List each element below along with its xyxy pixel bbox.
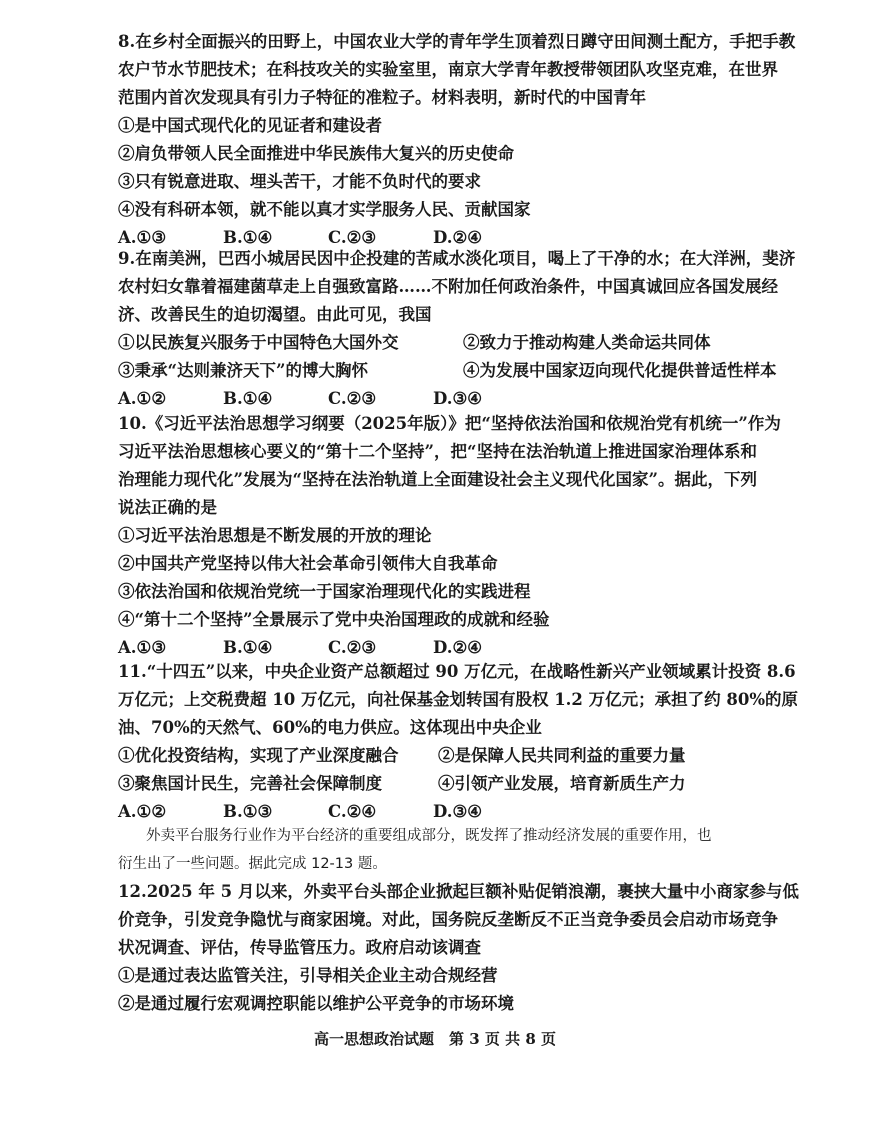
q9-option-a: A.①② [118,389,167,408]
q10-stem-line: 10.《习近平法治思想学习纲要（2025年版）》把“坚持依法治国和依规治党有机统一”作为 [118,414,781,433]
q8-statement-3: ③只有锐意进取、埋头苦干，才能不负时代的要求 [118,172,481,191]
q9-statement-3: ③秉承“达则兼济天下”的博大胸怀 [118,361,368,380]
q12-stem-line: 状况调查、评估，传导监管压力。政府启动该调查 [118,938,481,957]
q9-stem-line: 9.在南美洲，巴西小城居民因中企投建的苦咸水淡化项目，喝上了干净的水；在大洋洲，斐济 [118,249,796,268]
question-8 [118,28,828,252]
page-footer: 高一思想政治试题 第 3 页 共 8 页 [314,1030,556,1048]
q9-statement-row [118,329,828,357]
q9-option-d: D.③④ [433,389,483,408]
q9-options [118,385,828,413]
material-line: 衍生出了一些问题。据此完成 12-13 题。 [118,856,387,872]
q10-statement-2: ②中国共产党坚持以伟大社会革命引领伟大自我革命 [118,554,498,573]
question-11 [118,658,828,826]
q11-option-b: B.①③ [223,802,273,821]
q12-statement-2: ②是通过履行宏观调控职能以维护公平竞争的市场环境 [118,994,514,1013]
q8-option-c: C.②③ [328,228,377,247]
q11-option-d: D.③④ [433,802,483,821]
q10-stem-line: 治理能力现代化”发展为“坚持在法治轨道上全面建设社会主义现代化国家”。据此，下列 [118,470,757,489]
shared-material [118,822,828,878]
q11-option-a: A.①② [118,802,167,821]
q11-stem-line: 11.“十四五”以来，中央企业资产总额超过 90 万亿元，在战略性新兴产业领域累计投资 8.6 [118,662,796,681]
q8-option-b: B.①④ [223,228,273,247]
q10-stem-line: 说法正确的是 [118,498,217,517]
q9-option-b: B.①④ [223,389,273,408]
q10-option-c: C.②③ [328,638,377,657]
q8-option-a: A.①③ [118,228,167,247]
q11-statement-1: ①优化投资结构，实现了产业深度融合 [118,746,399,765]
q12-stem-line: 12.2025 年 5 月以来，外卖平台头部企业掀起巨额补贴促销浪潮，裹挟大量中小商家参与低 [118,882,799,901]
question-10 [118,410,828,662]
q8-option-d: D.②④ [433,228,483,247]
q12-stem-line: 价竞争，引发竞争隐忧与商家困境。对此，国务院反垄断反不正当竞争委员会启动市场竞争 [118,910,778,929]
q9-statement-2: ②致力于推动构建人类命运共同体 [463,333,711,352]
q8-statement-4: ④没有科研本领，就不能以真才实学服务人民、贡献国家 [118,200,531,219]
q9-statement-4: ④为发展中国家迈向现代化提供普适性样本 [463,361,777,380]
q11-stem-line: 油、70%的天然气、60%的电力供应。这体现出中央企业 [118,718,542,737]
q9-statement-1: ①以民族复兴服务于中国特色大国外交 [118,333,399,352]
q11-statement-4: ④引领产业发展，培育新质生产力 [438,774,686,793]
q9-stem-line: 农村妇女靠着福建菌草走上自强致富路……不附加任何政治条件，中国真诚回应各国发展经 [118,277,778,296]
q8-statement-1: ①是中国式现代化的见证者和建设者 [118,116,382,135]
q11-statement-3: ③聚焦国计民生，完善社会保障制度 [118,774,382,793]
q8-stem-line: 范围内首次发现具有引力子特征的准粒子。材料表明，新时代的中国青年 [118,88,646,107]
q11-stem-line: 万亿元；上交税费超 10 万亿元，向社保基金划转国有股权 1.2 万亿元；承担了约 80%的原 [118,690,799,709]
q10-stem-line: 习近平法治思想核心要义的“第十二个坚持”，把“坚持在法治轨道上推进国家治理体系和 [118,442,757,461]
q8-stem-line: 8.在乡村全面振兴的田野上，中国农业大学的青年学生顶着烈日蹲守田间测土配方，手把手教 [118,32,796,51]
q11-statement-row [118,742,828,770]
q8-statement-2: ②肩负带领人民全面推进中华民族伟大复兴的历史使命 [118,144,514,163]
q9-option-c: C.②③ [328,389,377,408]
q10-statement-1: ①习近平法治思想是不断发展的开放的理论 [118,526,432,545]
q10-option-a: A.①③ [118,638,167,657]
q9-stem-line: 济、改善民生的迫切渴望。由此可见，我国 [118,305,432,324]
q11-option-c: C.②④ [328,802,377,821]
q10-option-b: B.①④ [223,638,273,657]
q10-option-d: D.②④ [433,638,483,657]
q11-statement-row [118,770,828,798]
q11-statement-2: ②是保障人民共同利益的重要力量 [438,746,686,765]
q10-statement-4: ④“第十二个坚持”全景展示了党中央治国理政的成就和经验 [118,610,550,629]
q8-stem-line: 农户节水节肥技术；在科技攻关的实验室里，南京大学青年教授带领团队攻坚克难，在世界 [118,60,778,79]
q10-statement-3: ③依法治国和依规治党统一于国家治理现代化的实践进程 [118,582,531,601]
q12-statement-1: ①是通过表达监管关注，引导相关企业主动合规经营 [118,966,498,985]
material-line: 外卖平台服务行业作为平台经济的重要组成部分，既发挥了推动经济发展的重要作用，也 [146,828,712,844]
question-12 [118,878,828,1018]
question-9 [118,245,828,413]
q9-statement-row [118,357,828,385]
